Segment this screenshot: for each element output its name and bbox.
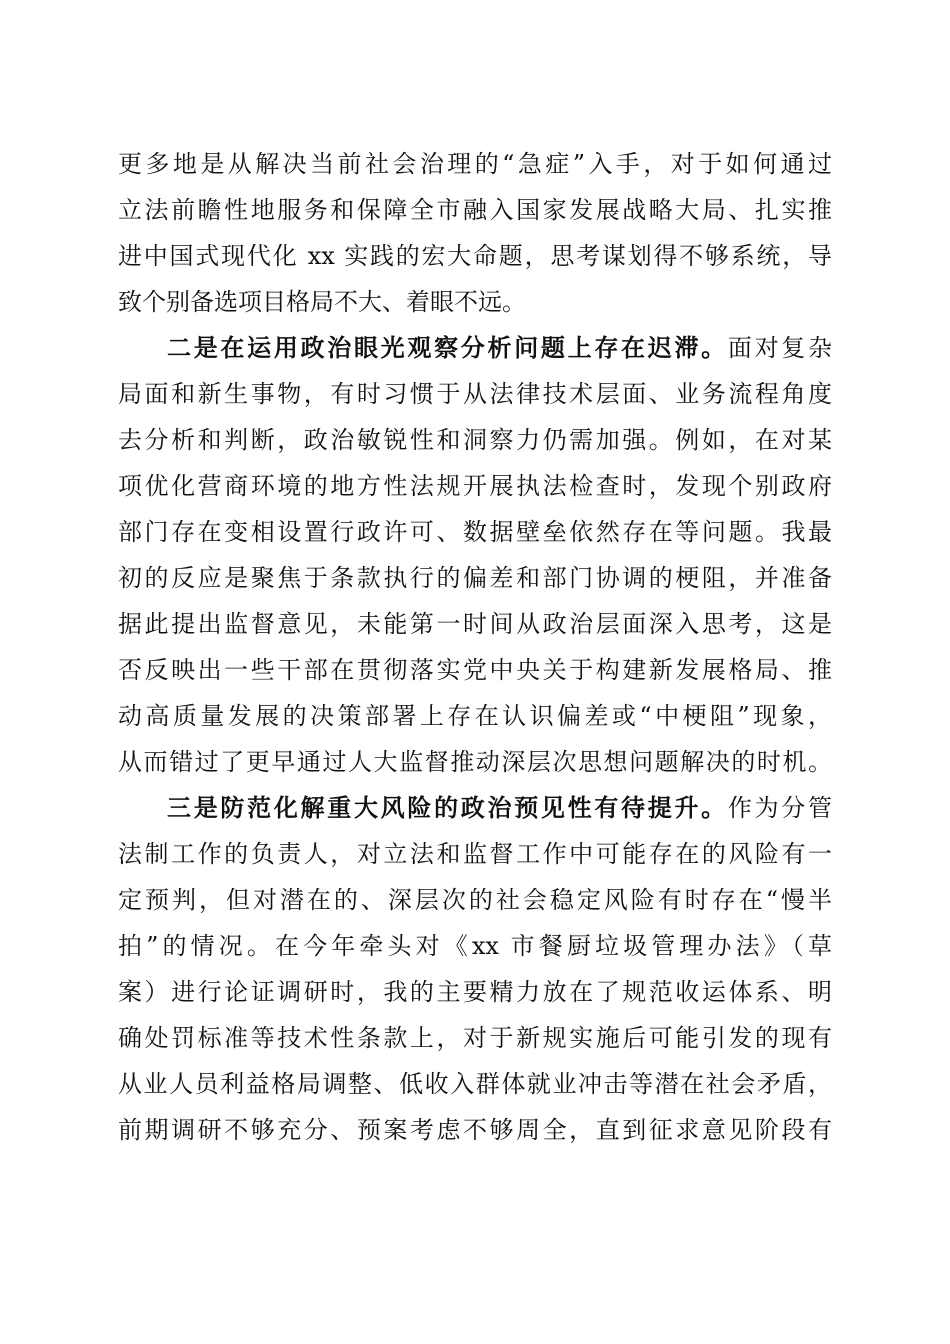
paragraph-2-line-9: 动高质量发展的决策部署上存在认识偏差或“中梗阻”现象， (118, 702, 832, 730)
paragraph-3-line-6: 确处罚标准等技术性条款上，对于新规实施后可能引发的现有 (118, 1024, 832, 1052)
paragraph-2-first-line-rest: 面对复杂 (727, 334, 832, 362)
paragraph-2-lead-sentence: 二是在运用政治眼光观察分析问题上存在迟滞。 (167, 333, 728, 362)
paragraph-2-line-5: 部门存在变相设置行政许可、数据壁垒依然存在等问题。我最 (118, 518, 832, 546)
paragraph-3-line-4: 拍”的情况。在今年牵头对《xx 市餐厨垃圾管理办法》（草 (118, 932, 832, 960)
paragraph-2-line-2: 局面和新生事物，有时习惯于从法律技术层面、业务流程角度 (118, 380, 832, 408)
paragraph-2-line-7: 据此提出监督意见，未能第一时间从政治层面深入思考，这是 (118, 610, 832, 638)
paragraph-2-line-10: 从而错过了更早通过人大监督推动深层次思想问题解决的时机。 (118, 748, 832, 776)
paragraph-2-line-8: 否反映出一些干部在贯彻落实党中央关于构建新发展格局、推 (118, 656, 832, 684)
paragraph-2-line-6: 初的反应是聚焦于条款执行的偏差和部门协调的梗阻，并准备 (118, 564, 832, 592)
paragraph-2-line-4: 项优化营商环境的地方性法规开展执法检查时，发现个别政府 (118, 472, 832, 500)
paragraph-1-line-3: 进中国式现代化 xx 实践的宏大命题，思考谋划得不够系统，导 (118, 242, 832, 270)
paragraph-3-line-7: 从业人员利益格局调整、低收入群体就业冲击等潜在社会矛盾， (118, 1070, 832, 1098)
paragraph-1-line-4: 致个别备选项目格局不大、着眼不远。 (118, 288, 526, 316)
paragraph-3-line-2: 法制工作的负责人，对立法和监督工作中可能存在的风险有一 (118, 840, 832, 868)
paragraph-1-line-1: 更多地是从解决当前社会治理的“急症”入手，对于如何通过 (118, 150, 832, 178)
paragraph-3-line-5: 案）进行论证调研时，我的主要精力放在了规范收运体系、明 (118, 978, 832, 1006)
paragraph-3-line-1 (167, 788, 832, 828)
paragraph-3-lead-sentence: 三是防范化解重大风险的政治预见性有待提升。 (167, 793, 728, 822)
paragraph-3-first-line-rest: 作为分管 (727, 794, 832, 822)
paragraph-3-line-8: 前期调研不够充分、预案考虑不够周全，直到征求意见阶段有 (118, 1116, 832, 1144)
paragraph-2-line-1 (167, 328, 832, 368)
paragraph-1-line-2: 立法前瞻性地服务和保障全市融入国家发展战略大局、扎实推 (118, 196, 832, 224)
paragraph-3-line-3: 定预判，但对潜在的、深层次的社会稳定风险有时存在“慢半 (118, 886, 832, 914)
paragraph-2-line-3: 去分析和判断，政治敏锐性和洞察力仍需加强。例如，在对某 (118, 426, 832, 454)
